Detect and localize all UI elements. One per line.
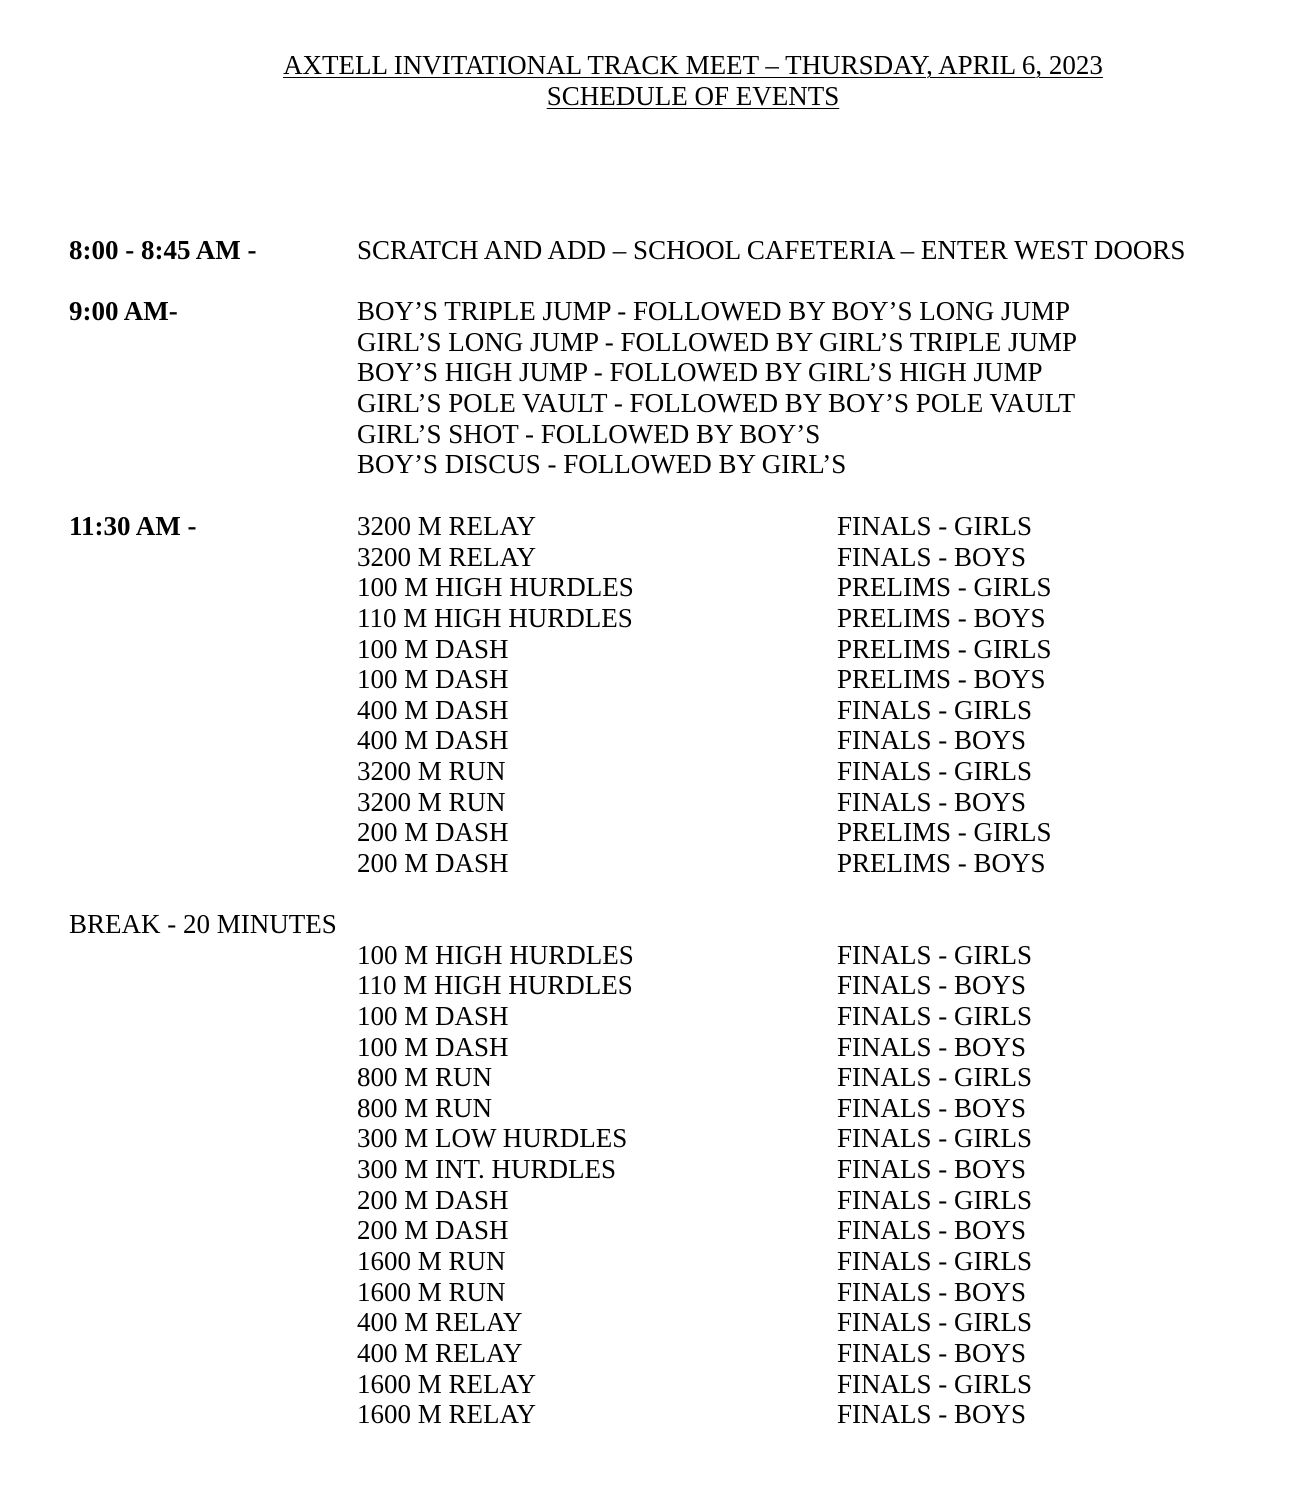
event-name: 1600 M RUN [357, 1276, 506, 1307]
schedule-row [0, 542, 1300, 573]
event-name: 200 M DASH [357, 848, 509, 879]
schedule-row [0, 1093, 1300, 1124]
event-round: FINALS - BOYS [837, 786, 1027, 817]
event-round: FINALS - BOYS [837, 1276, 1027, 1307]
schedule-row [0, 634, 1300, 665]
event-name: 200 M DASH [357, 817, 509, 848]
event-round: FINALS - GIRLS [837, 1123, 1033, 1154]
event-name: 200 M DASH [357, 1184, 509, 1215]
event-name: 800 M RUN [357, 1092, 493, 1123]
event-round: FINALS - GIRLS [837, 1368, 1033, 1399]
event-round: FINALS - BOYS [837, 1337, 1027, 1368]
event-round: FINALS - GIRLS [837, 1307, 1033, 1338]
schedule-row [0, 1185, 1300, 1216]
event-name: BOY’S TRIPLE JUMP - FOLLOWED BY BOY’S LONG JUMP [357, 296, 1071, 326]
schedule-row [0, 388, 1300, 419]
event-round: FINALS - BOYS [837, 1031, 1027, 1062]
event-round: FINALS - BOYS [837, 725, 1027, 756]
event-round: PRELIMS - GIRLS [837, 572, 1052, 603]
event-name: 100 M DASH [357, 664, 509, 695]
event-name: 100 M HIGH HURDLES [357, 572, 634, 603]
event-round: FINALS - BOYS [837, 1154, 1027, 1185]
event-name: 3200 M RUN [357, 786, 506, 817]
schedule-row [0, 1399, 1300, 1430]
schedule-row [0, 970, 1300, 1001]
running-events-list-1 [0, 511, 1300, 879]
schedule-row [0, 940, 1300, 971]
event-round: FINALS - BOYS [837, 1399, 1027, 1430]
schedule-row [0, 327, 1300, 358]
break-label: BREAK - 20 MINUTES [69, 909, 337, 939]
event-name: 100 M HIGH HURDLES [357, 939, 634, 970]
event-name: GIRL’S SHOT - FOLLOWED BY BOY’S [357, 418, 821, 449]
schedule-row [0, 1307, 1300, 1338]
event-name: 110 M HIGH HURDLES [357, 602, 633, 633]
event-name: 200 M DASH [357, 1215, 509, 1246]
event-name: 400 M RELAY [357, 1337, 523, 1368]
event-name: 3200 M RUN [357, 756, 506, 787]
running-session-1 [0, 511, 1300, 879]
schedule-row [0, 572, 1300, 603]
event-name: GIRL’S LONG JUMP - FOLLOWED BY GIRL’S TRIPLE JUMP [357, 326, 1078, 357]
schedule-row [0, 1277, 1300, 1308]
event-name: 110 M HIGH HURDLES [357, 970, 633, 1001]
event-name: 400 M DASH [357, 694, 509, 725]
event-round: FINALS - GIRLS [837, 1062, 1033, 1093]
event-name: BOY’S DISCUS - FOLLOWED BY GIRL’S [357, 449, 847, 480]
event-round: PRELIMS - BOYS [837, 664, 1046, 695]
schedule-row [0, 848, 1300, 879]
schedule-row [0, 1001, 1300, 1032]
schedule-row [0, 235, 1300, 266]
event-round: FINALS - GIRLS [837, 1184, 1033, 1215]
schedule-row [0, 296, 1300, 327]
event-round: PRELIMS - GIRLS [837, 633, 1052, 664]
running-session-2 [0, 909, 1300, 1430]
schedule-row [0, 511, 1300, 542]
event-round: FINALS - BOYS [837, 1215, 1027, 1246]
event-name: 100 M DASH [357, 1000, 509, 1031]
schedule-row [0, 695, 1300, 726]
schedule-row [0, 1062, 1300, 1093]
event-name: 300 M INT. HURDLES [357, 1154, 616, 1185]
event-name: GIRL’S POLE VAULT - FOLLOWED BY BOY’S POLE VAULT [357, 387, 1076, 418]
schedule-row [0, 603, 1300, 634]
event-name: 100 M DASH [357, 1031, 509, 1062]
schedule-row [0, 1338, 1300, 1369]
schedule-row [0, 357, 1300, 388]
event-name: 300 M LOW HURDLES [357, 1123, 628, 1154]
event-name: 400 M DASH [357, 725, 509, 756]
schedule-row [0, 1123, 1300, 1154]
schedule-heading: SCHEDULE OF EVENTS [546, 81, 840, 111]
time-label: 11:30 AM - [69, 511, 197, 541]
scratch-description: SCRATCH AND ADD – SCHOOL CAFETERIA – ENTER WEST DOORS [357, 235, 1186, 265]
event-name: 1600 M RUN [357, 1246, 506, 1277]
event-round: FINALS - GIRLS [837, 694, 1033, 725]
event-name: 100 M DASH [357, 633, 509, 664]
schedule-row [0, 756, 1300, 787]
event-name: 3200 M RELAY [357, 541, 537, 572]
event-name: 1600 M RELAY [357, 1368, 537, 1399]
schedule-row [0, 1369, 1300, 1400]
time-label: 8:00 - 8:45 AM - [69, 235, 257, 265]
schedule-row [0, 1032, 1300, 1063]
event-round: FINALS - GIRLS [837, 939, 1033, 970]
schedule-row [0, 1215, 1300, 1246]
event-round: FINALS - GIRLS [837, 1000, 1033, 1031]
schedule-row [0, 787, 1300, 818]
event-name: 800 M RUN [357, 1062, 493, 1093]
schedule-row [0, 449, 1300, 480]
schedule-row [0, 817, 1300, 848]
document-title [0, 50, 1300, 112]
event-round: PRELIMS - BOYS [837, 602, 1046, 633]
event-name: BOY’S HIGH JUMP - FOLLOWED BY GIRL’S HIGH JUMP [357, 357, 1043, 388]
event-round: FINALS - BOYS [837, 541, 1027, 572]
break-row [0, 909, 1300, 940]
event-name: 1600 M RELAY [357, 1399, 537, 1430]
event-round: FINALS - BOYS [837, 970, 1027, 1001]
time-label: 9:00 AM- [69, 296, 178, 326]
event-round: FINALS - GIRLS [837, 511, 1033, 541]
event-name: 3200 M RELAY [357, 511, 537, 541]
event-round: PRELIMS - BOYS [837, 848, 1046, 879]
schedule-row [0, 1154, 1300, 1185]
event-round: FINALS - GIRLS [837, 756, 1033, 787]
field-events-section [0, 296, 1300, 480]
field-events-list [0, 296, 1300, 480]
scratch-section [0, 235, 1300, 266]
meet-title: AXTELL INVITATIONAL TRACK MEET – THURSDAY, APRIL 6, 2023 [283, 50, 1103, 80]
schedule-row [0, 664, 1300, 695]
event-name: 400 M RELAY [357, 1307, 523, 1338]
schedule-row [0, 1246, 1300, 1277]
event-round: FINALS - BOYS [837, 1092, 1027, 1123]
event-round: PRELIMS - GIRLS [837, 817, 1052, 848]
schedule-row [0, 419, 1300, 450]
event-round: FINALS - GIRLS [837, 1246, 1033, 1277]
running-events-list-2 [0, 940, 1300, 1430]
schedule-row [0, 725, 1300, 756]
